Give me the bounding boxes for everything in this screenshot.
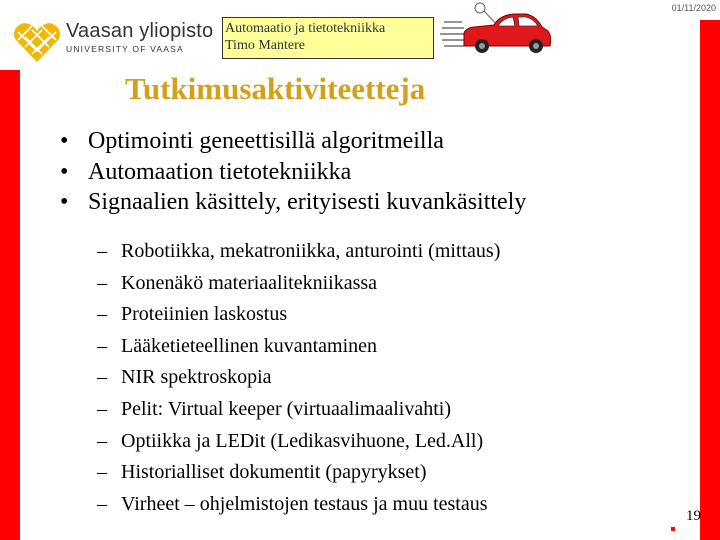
- slide-title: Tutkimusaktiviteetteja: [125, 71, 426, 106]
- sub-bullet-item: [97, 236, 500, 268]
- dash-mark: –: [97, 271, 107, 294]
- logo-name: Vaasan yliopisto: [66, 20, 214, 42]
- dash-mark: –: [97, 397, 107, 420]
- dash-mark: –: [97, 303, 107, 326]
- bullet-text: Optimointi geneettisillä algoritmeilla: [88, 128, 444, 154]
- sub-bullet-text: Historialliset dokumentit (papyrykset): [121, 461, 427, 484]
- slide-date: 01/11/2020: [671, 3, 716, 13]
- bullet-mark: •: [60, 128, 69, 154]
- sub-bullet-text: Robotiikka, mekatroniikka, anturointi (mittaus): [121, 240, 501, 262]
- sub-bullet-item: [97, 362, 500, 394]
- sub-bullet-text: Pelit: Virtual keeper (virtuaalimaalivahti): [121, 397, 451, 420]
- logo-subtitle: UNIVERSITY OF VAASA: [66, 44, 184, 54]
- bullet-text: Signaalien käsittely, erityisesti kuvankäsittely: [88, 189, 527, 215]
- sub-bullet-text: Proteiinien laskostus: [121, 303, 288, 326]
- bullet-item: [60, 126, 526, 157]
- sub-bullet-item: [97, 299, 500, 331]
- dash-mark: –: [97, 334, 107, 357]
- sub-bullet-item: [97, 489, 500, 521]
- sub-bullet-list: [97, 236, 500, 520]
- corner-mark: [671, 527, 675, 531]
- bullet-mark: •: [60, 158, 69, 185]
- bullet-text: Automaation tietotekniikka: [88, 158, 352, 185]
- sub-bullet-item: [97, 426, 500, 458]
- bullet-item: [60, 157, 526, 188]
- sub-bullet-item: [97, 457, 500, 489]
- sub-bullet-text: Virheet – ohjelmistojen testaus ja muu testaus: [121, 492, 488, 515]
- bullet-mark: •: [60, 189, 69, 215]
- sub-bullet-item: [97, 268, 500, 300]
- logo-text: [66, 20, 213, 54]
- dash-mark: –: [97, 429, 107, 452]
- sub-bullet-text: Lääketieteellinen kuvantaminen: [121, 334, 377, 357]
- page-number: 19: [686, 508, 701, 524]
- left-red-bar: [0, 70, 20, 540]
- bullet-item: [60, 187, 526, 218]
- sub-bullet-item: [97, 394, 500, 426]
- sub-bullet-text: Konenäkö materiaalitekniikassa: [121, 271, 378, 294]
- dash-mark: –: [97, 461, 107, 484]
- lecturer-name: Timo Mantere: [225, 38, 305, 53]
- dash-mark: –: [97, 492, 107, 515]
- right-red-bar: [700, 20, 720, 540]
- sub-bullet-text: Optiikka ja LEDit (Ledikasvihuone, Led.All): [121, 429, 484, 452]
- course-header-box: [222, 17, 434, 59]
- sub-bullet-item: [97, 331, 500, 363]
- heart-lattice-logo-icon: [12, 18, 62, 66]
- race-car-icon: [440, 0, 555, 62]
- university-logo: [12, 16, 232, 66]
- dash-mark: –: [97, 366, 107, 389]
- dash-mark: –: [97, 240, 107, 262]
- main-bullet-list: [60, 126, 526, 218]
- sub-bullet-text: NIR spektroskopia: [121, 366, 272, 389]
- course-name: Automaatio ja tietotekniikka: [225, 21, 386, 36]
